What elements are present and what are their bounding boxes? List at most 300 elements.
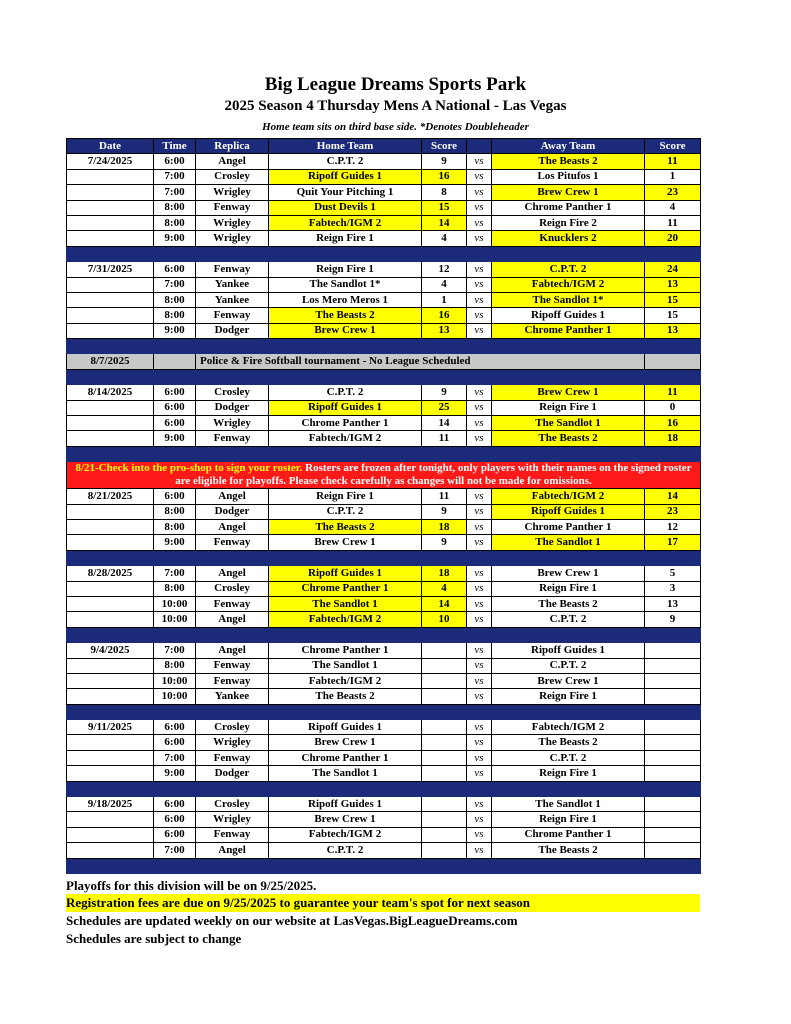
game-row [67, 385, 701, 400]
away-score [645, 843, 701, 858]
game-row [67, 231, 701, 246]
game-date [67, 827, 154, 842]
away-score [645, 812, 701, 827]
away-team: Fabtech/IGM 2 [492, 277, 645, 292]
away-team: C.P.T. 2 [492, 612, 645, 627]
schedule-body [67, 154, 701, 874]
game-row [67, 812, 701, 827]
home-score: 4 [422, 581, 467, 596]
home-score: 14 [422, 596, 467, 611]
vs-label: vs [467, 673, 492, 688]
header-row [67, 139, 701, 154]
away-team: C.P.T. 2 [492, 658, 645, 673]
away-score [645, 766, 701, 781]
away-team: The Beasts 2 [492, 735, 645, 750]
game-time: 8:00 [154, 308, 196, 323]
game-date [67, 292, 154, 307]
game-time: 10:00 [154, 689, 196, 704]
game-date: 7/31/2025 [67, 262, 154, 277]
away-team: Brew Crew 1 [492, 566, 645, 581]
col-away-score: Score [645, 139, 701, 154]
away-score: 17 [645, 535, 701, 550]
away-score: 13 [645, 596, 701, 611]
game-time: 7:00 [154, 566, 196, 581]
vs-label: vs [467, 612, 492, 627]
schedule-table [66, 138, 701, 874]
game-time: 8:00 [154, 581, 196, 596]
home-score: 9 [422, 385, 467, 400]
game-date [67, 673, 154, 688]
game-time: 6:00 [154, 262, 196, 277]
game-time: 10:00 [154, 612, 196, 627]
vs-label: vs [467, 323, 492, 338]
away-team: The Beasts 2 [492, 596, 645, 611]
vs-label: vs [467, 812, 492, 827]
home-score: 9 [422, 154, 467, 169]
home-team: Reign Fire 1 [269, 489, 422, 504]
home-team: Dust Devils 1 [269, 200, 422, 215]
away-score: 5 [645, 566, 701, 581]
game-time: 6:00 [154, 416, 196, 431]
website-note: Schedules are updated weekly on our website at LasVegas.BigLeagueDreams.com [66, 913, 518, 928]
home-team: Brew Crew 1 [269, 323, 422, 338]
vs-label: vs [467, 535, 492, 550]
game-date [67, 535, 154, 550]
week-separator [67, 781, 701, 796]
game-time: 6:00 [154, 400, 196, 415]
vs-label: vs [467, 292, 492, 307]
home-score [422, 797, 467, 812]
game-row [67, 797, 701, 812]
away-score [645, 689, 701, 704]
game-field: Yankee [196, 689, 269, 704]
vs-label: vs [467, 215, 492, 230]
vs-label: vs [467, 566, 492, 581]
game-time: 7:00 [154, 843, 196, 858]
home-score: 16 [422, 308, 467, 323]
registration-note: Registration fees are due on 9/25/2025 to guarantee your team's spot for next season [66, 894, 700, 912]
col-replica: Replica [196, 139, 269, 154]
game-date: 7/24/2025 [67, 154, 154, 169]
game-date [67, 519, 154, 534]
game-row [67, 416, 701, 431]
separator-cell [67, 781, 701, 796]
game-field: Fenway [196, 827, 269, 842]
game-field: Fenway [196, 658, 269, 673]
home-team: C.P.T. 2 [269, 504, 422, 519]
away-team: Reign Fire 2 [492, 215, 645, 230]
home-score: 14 [422, 416, 467, 431]
game-time: 6:00 [154, 735, 196, 750]
game-field: Crosley [196, 169, 269, 184]
home-team: Chrome Panther 1 [269, 581, 422, 596]
away-score: 15 [645, 308, 701, 323]
home-score: 18 [422, 566, 467, 581]
away-score: 13 [645, 277, 701, 292]
home-score: 12 [422, 262, 467, 277]
game-time: 7:00 [154, 185, 196, 200]
home-team: Ripoff Guides 1 [269, 169, 422, 184]
game-date [67, 431, 154, 446]
game-row [67, 185, 701, 200]
away-score [645, 735, 701, 750]
game-row [67, 673, 701, 688]
away-team: Reign Fire 1 [492, 581, 645, 596]
vs-label: vs [467, 797, 492, 812]
home-score [422, 843, 467, 858]
game-row [67, 169, 701, 184]
game-time: 8:00 [154, 292, 196, 307]
vs-label: vs [467, 308, 492, 323]
home-score: 4 [422, 277, 467, 292]
away-team: Chrome Panther 1 [492, 827, 645, 842]
game-field: Angel [196, 154, 269, 169]
no-league-row [67, 354, 701, 369]
home-score: 15 [422, 200, 467, 215]
game-field: Dodger [196, 323, 269, 338]
col-vs [467, 139, 492, 154]
vs-label: vs [467, 385, 492, 400]
game-row [67, 689, 701, 704]
game-row [67, 292, 701, 307]
game-row [67, 750, 701, 765]
home-team: C.P.T. 2 [269, 385, 422, 400]
game-field: Fenway [196, 308, 269, 323]
home-team: Fabtech/IGM 2 [269, 827, 422, 842]
separator-cell [67, 550, 701, 565]
roster-notice-text: Rosters are frozen after tonight, only players with their names on the signed roster are eligible for playoffs. Please check carefully as changes will not be made for omissions. [175, 462, 692, 488]
game-field: Angel [196, 643, 269, 658]
away-team: Reign Fire 1 [492, 689, 645, 704]
vs-label: vs [467, 231, 492, 246]
week-separator [67, 446, 701, 461]
home-team: The Beasts 2 [269, 689, 422, 704]
away-team: C.P.T. 2 [492, 750, 645, 765]
away-team: The Beasts 2 [492, 843, 645, 858]
game-field: Yankee [196, 292, 269, 307]
vs-label: vs [467, 735, 492, 750]
game-field: Fenway [196, 200, 269, 215]
game-time: 10:00 [154, 673, 196, 688]
separator-cell [67, 246, 701, 261]
game-time: 8:00 [154, 215, 196, 230]
game-time: 8:00 [154, 519, 196, 534]
game-row [67, 200, 701, 215]
game-time: 7:00 [154, 277, 196, 292]
game-row [67, 843, 701, 858]
home-score [422, 720, 467, 735]
game-field: Dodger [196, 766, 269, 781]
home-score [422, 812, 467, 827]
game-row [67, 489, 701, 504]
home-team: Los Mero Meros 1 [269, 292, 422, 307]
game-field: Crosley [196, 720, 269, 735]
away-score: 20 [645, 231, 701, 246]
vs-label: vs [467, 154, 492, 169]
home-score [422, 673, 467, 688]
game-row [67, 596, 701, 611]
away-team: Chrome Panther 1 [492, 200, 645, 215]
away-team: Ripoff Guides 1 [492, 504, 645, 519]
week-separator [67, 339, 701, 354]
game-date [67, 689, 154, 704]
game-field: Fenway [196, 596, 269, 611]
away-score: 0 [645, 400, 701, 415]
home-score: 4 [422, 231, 467, 246]
game-row [67, 323, 701, 338]
game-field: Dodger [196, 504, 269, 519]
home-score [422, 750, 467, 765]
week-separator [67, 550, 701, 565]
vs-label: vs [467, 431, 492, 446]
game-field: Fenway [196, 535, 269, 550]
away-score: 14 [645, 489, 701, 504]
home-team: The Beasts 2 [269, 308, 422, 323]
away-team: Fabtech/IGM 2 [492, 720, 645, 735]
game-row [67, 612, 701, 627]
game-time: 6:00 [154, 797, 196, 812]
home-team: Ripoff Guides 1 [269, 566, 422, 581]
vs-label: vs [467, 169, 492, 184]
vs-label: vs [467, 720, 492, 735]
game-date [67, 766, 154, 781]
game-field: Angel [196, 489, 269, 504]
home-team: Fabtech/IGM 2 [269, 612, 422, 627]
away-score [645, 750, 701, 765]
game-date [67, 308, 154, 323]
away-score: 9 [645, 612, 701, 627]
game-date: 8/21/2025 [67, 489, 154, 504]
separator-cell [67, 627, 701, 642]
roster-notice [67, 462, 701, 489]
game-row [67, 277, 701, 292]
home-team: Chrome Panther 1 [269, 643, 422, 658]
home-score [422, 735, 467, 750]
home-score: 25 [422, 400, 467, 415]
game-field: Wrigley [196, 735, 269, 750]
separator-cell [67, 704, 701, 719]
away-score: 23 [645, 504, 701, 519]
vs-label: vs [467, 658, 492, 673]
vs-label: vs [467, 689, 492, 704]
away-team: Reign Fire 1 [492, 400, 645, 415]
game-time: 9:00 [154, 766, 196, 781]
home-team: The Sandlot 1 [269, 596, 422, 611]
home-team: The Sandlot 1 [269, 766, 422, 781]
game-field: Angel [196, 519, 269, 534]
vs-label: vs [467, 400, 492, 415]
roster-notice-lead: 8/21-Check into the pro-shop to sign your roster. [75, 462, 303, 475]
game-row [67, 154, 701, 169]
game-date: 9/18/2025 [67, 797, 154, 812]
game-date [67, 215, 154, 230]
away-team: The Sandlot 1 [492, 797, 645, 812]
col-home-score: Score [422, 139, 467, 154]
game-time: 6:00 [154, 154, 196, 169]
page-subtitle: 2025 Season 4 Thursday Mens A National - Las Vegas [224, 98, 567, 114]
away-score: 11 [645, 385, 701, 400]
game-field: Fenway [196, 750, 269, 765]
game-field: Angel [196, 843, 269, 858]
home-score: 9 [422, 504, 467, 519]
game-field: Crosley [196, 385, 269, 400]
week-separator [67, 369, 701, 384]
game-row [67, 658, 701, 673]
away-team: The Beasts 2 [492, 154, 645, 169]
home-team: Brew Crew 1 [269, 812, 422, 827]
home-score: 10 [422, 612, 467, 627]
away-score: 3 [645, 581, 701, 596]
game-date [67, 735, 154, 750]
home-team: C.P.T. 2 [269, 843, 422, 858]
roster-notice-row [67, 462, 701, 489]
away-team: Los Pitufos 1 [492, 169, 645, 184]
home-score [422, 766, 467, 781]
game-field: Yankee [196, 277, 269, 292]
away-score: 23 [645, 185, 701, 200]
game-row [67, 262, 701, 277]
game-time: 9:00 [154, 323, 196, 338]
away-team: Chrome Panther 1 [492, 323, 645, 338]
home-score: 9 [422, 535, 467, 550]
game-time: 6:00 [154, 827, 196, 842]
subject-note: Schedules are subject to change [66, 931, 242, 946]
vs-label: vs [467, 519, 492, 534]
home-team-note: Home team sits on third base side. *Denotes Doubleheader [262, 121, 529, 133]
game-row [67, 581, 701, 596]
game-field: Fenway [196, 673, 269, 688]
col-home-team: Home Team [269, 139, 422, 154]
game-field: Crosley [196, 797, 269, 812]
game-time: 9:00 [154, 431, 196, 446]
vs-label: vs [467, 596, 492, 611]
vs-label: vs [467, 277, 492, 292]
game-time: 10:00 [154, 596, 196, 611]
away-team: Brew Crew 1 [492, 385, 645, 400]
home-team: Reign Fire 1 [269, 262, 422, 277]
away-score: 11 [645, 215, 701, 230]
playoffs-note: Playoffs for this division will be on 9/25/2025. [66, 878, 317, 893]
away-team: The Beasts 2 [492, 431, 645, 446]
game-row [67, 308, 701, 323]
away-team: Reign Fire 1 [492, 766, 645, 781]
game-date [67, 658, 154, 673]
away-team: Fabtech/IGM 2 [492, 489, 645, 504]
away-team: The Sandlot 1* [492, 292, 645, 307]
home-team: Brew Crew 1 [269, 535, 422, 550]
vs-label: vs [467, 262, 492, 277]
game-date [67, 750, 154, 765]
vs-label: vs [467, 827, 492, 842]
game-row [67, 566, 701, 581]
away-team: C.P.T. 2 [492, 262, 645, 277]
game-field: Wrigley [196, 231, 269, 246]
away-score: 11 [645, 154, 701, 169]
game-date [67, 277, 154, 292]
game-row [67, 766, 701, 781]
col-away-team: Away Team [492, 139, 645, 154]
game-date [67, 323, 154, 338]
col-time: Time [154, 139, 196, 154]
home-score [422, 658, 467, 673]
away-score: 18 [645, 431, 701, 446]
game-time: 9:00 [154, 535, 196, 550]
vs-label: vs [467, 766, 492, 781]
game-date [67, 416, 154, 431]
game-date [67, 843, 154, 858]
vs-label: vs [467, 843, 492, 858]
home-team: Chrome Panther 1 [269, 416, 422, 431]
week-separator [67, 246, 701, 261]
away-score: 12 [645, 519, 701, 534]
game-date [67, 504, 154, 519]
home-score: 8 [422, 185, 467, 200]
away-score [645, 643, 701, 658]
away-team: Chrome Panther 1 [492, 519, 645, 534]
home-score: 18 [422, 519, 467, 534]
home-team: The Beasts 2 [269, 519, 422, 534]
game-field: Fenway [196, 431, 269, 446]
game-field: Angel [196, 612, 269, 627]
game-date [67, 231, 154, 246]
game-row [67, 215, 701, 230]
game-date [67, 185, 154, 200]
game-row [67, 735, 701, 750]
game-row [67, 519, 701, 534]
game-field: Fenway [196, 262, 269, 277]
away-score: 24 [645, 262, 701, 277]
away-score [645, 354, 701, 369]
game-date [67, 581, 154, 596]
game-date [67, 169, 154, 184]
game-row [67, 643, 701, 658]
time-cell [154, 354, 196, 369]
away-score: 13 [645, 323, 701, 338]
away-team: Knucklers 2 [492, 231, 645, 246]
home-score: 11 [422, 431, 467, 446]
game-time: 7:00 [154, 643, 196, 658]
game-time: 7:00 [154, 169, 196, 184]
home-team: The Sandlot 1 [269, 658, 422, 673]
page-title: Big League Dreams Sports Park [264, 74, 527, 95]
game-time: 9:00 [154, 231, 196, 246]
away-team: The Sandlot 1 [492, 535, 645, 550]
vs-label: vs [467, 643, 492, 658]
home-team: Brew Crew 1 [269, 735, 422, 750]
game-date: 9/11/2025 [67, 720, 154, 735]
game-date: 9/4/2025 [67, 643, 154, 658]
game-date [67, 200, 154, 215]
game-field: Wrigley [196, 416, 269, 431]
game-date [67, 812, 154, 827]
away-team: Reign Fire 1 [492, 812, 645, 827]
away-score: 16 [645, 416, 701, 431]
game-date: 8/28/2025 [67, 566, 154, 581]
away-score [645, 720, 701, 735]
home-score [422, 827, 467, 842]
away-team: Ripoff Guides 1 [492, 643, 645, 658]
game-time: 6:00 [154, 812, 196, 827]
vs-label: vs [467, 750, 492, 765]
col-date: Date [67, 139, 154, 154]
home-score: 14 [422, 215, 467, 230]
game-date [67, 612, 154, 627]
vs-label: vs [467, 185, 492, 200]
game-row [67, 431, 701, 446]
away-team: Brew Crew 1 [492, 673, 645, 688]
separator-cell [67, 339, 701, 354]
home-team: Quit Your Pitching 1 [269, 185, 422, 200]
